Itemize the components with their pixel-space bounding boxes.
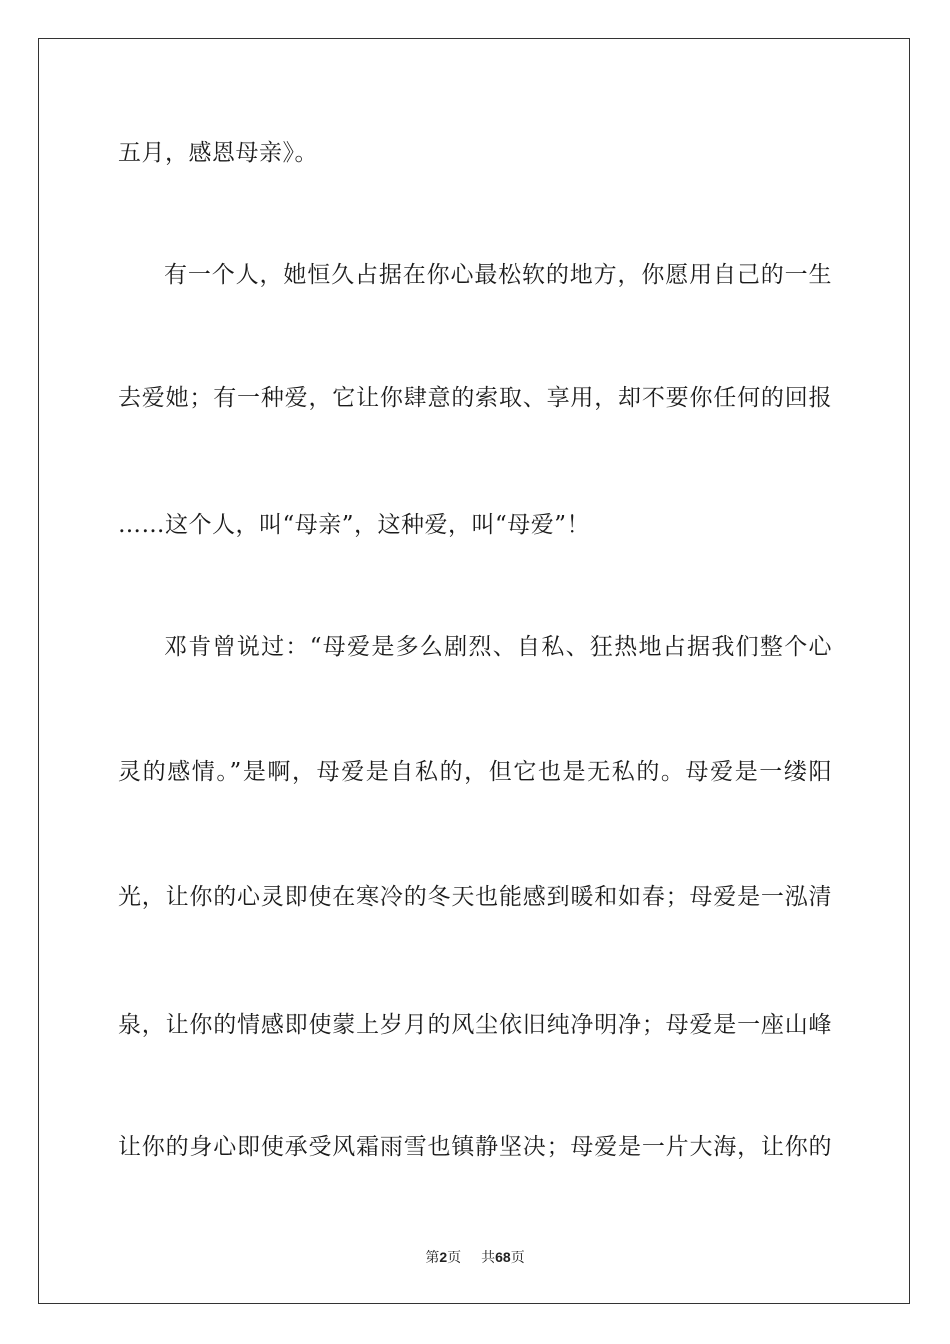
text-line-6: 灵的感情。”是啊，母爱是自私的，但它也是无私的。母爱是一缕阳 (118, 759, 832, 785)
page-suffix: 页 (447, 1250, 462, 1266)
page-footer (0, 1248, 950, 1267)
text-line-1: 五月，感恩母亲》。 (118, 140, 318, 166)
text-line-3: 去爱她；有一种爱，它让你肆意的索取、享用，却不要你任何的回报 (118, 385, 832, 411)
total-prefix: 共 (481, 1250, 496, 1266)
text-line-4: ……这个人，叫“母亲”，这种爱，叫“母爱”！ (118, 512, 591, 538)
text-line-7: 光，让你的心灵即使在寒冷的冬天也能感到暖和如春；母爱是一泓清 (118, 884, 832, 910)
total-suffix: 页 (510, 1250, 525, 1266)
text-line-5: 邓肯曾说过：“母爱是多么剧烈、自私、狂热地占据我们整个心 (164, 634, 832, 660)
total-pages: 68 (495, 1249, 511, 1265)
text-line-9: 让你的身心即使承受风霜雨雪也镇静坚决；母爱是一片大海，让你的 (118, 1134, 832, 1160)
page-border (38, 38, 910, 1304)
text-line-8: 泉，让你的情感即使蒙上岁月的风尘依旧纯净明净；母爱是一座山峰 (118, 1012, 832, 1038)
page-prefix: 第 (425, 1250, 440, 1266)
text-line-2: 有一个人，她恒久占据在你心最松软的地方，你愿用自己的一生 (164, 262, 832, 288)
page-number: 2 (439, 1249, 448, 1265)
